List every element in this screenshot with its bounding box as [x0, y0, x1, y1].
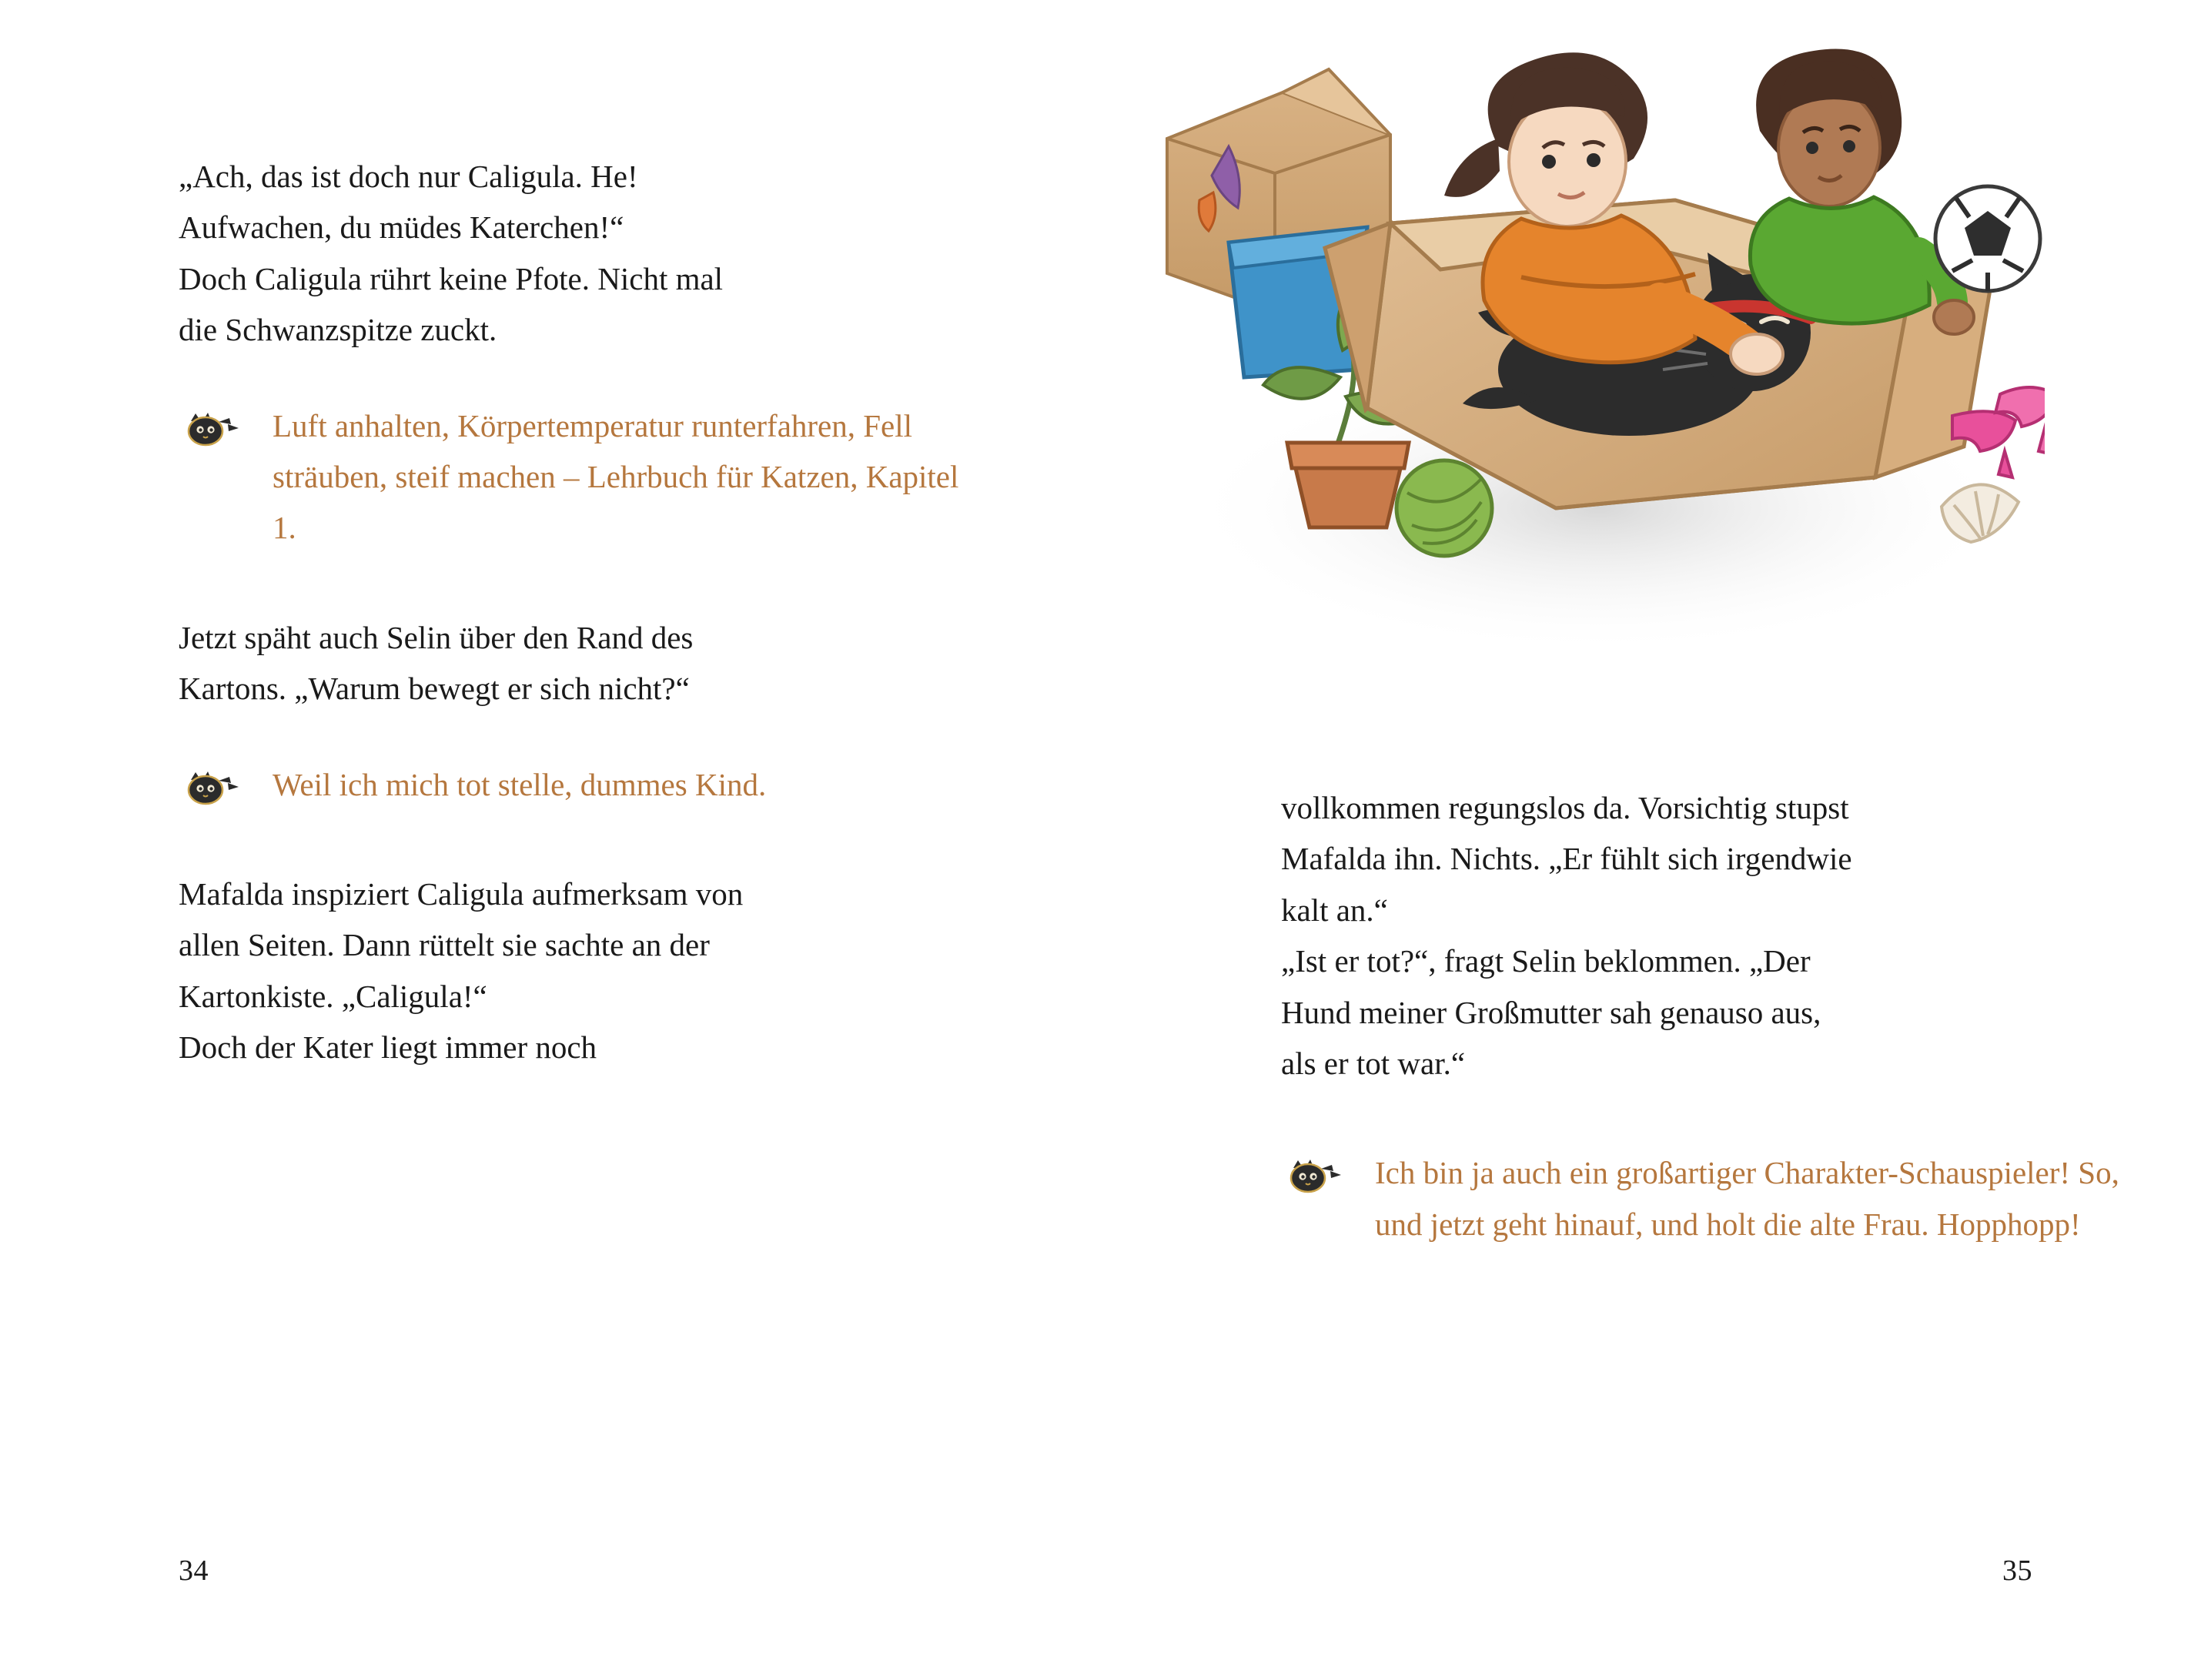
- cat-thought-paragraph: [1281, 1147, 2128, 1250]
- text-line: „Ach, das ist doch nur Caligula. He!: [179, 159, 638, 194]
- page-number-right: 35: [2002, 1555, 2032, 1587]
- illustration-two-girls-cat-in-box: [1136, 46, 2045, 662]
- text-line: Hopphopp!: [1936, 1206, 2081, 1242]
- text-line: als er tot war.“: [1281, 1046, 1466, 1082]
- text-line: Aufwachen, du müdes Katerchen!“: [179, 209, 624, 246]
- cat-head-icon: [185, 411, 242, 448]
- text-line: allen Seiten. Dann rüttelt sie sachte an der: [179, 927, 710, 963]
- text-line: Kartons. „Warum bewegt er sich nicht?“: [179, 671, 690, 707]
- green-yarn-ball: [1397, 460, 1492, 556]
- page-number-left: 34: [179, 1555, 209, 1587]
- text-line: Doch Caligula rührt keine Pfote. Nicht mal: [179, 260, 724, 296]
- paragraph: [179, 868, 972, 1073]
- cat-head-icon: [185, 770, 242, 807]
- left-page-text-column: [179, 151, 972, 1073]
- cat-thought-paragraph: [179, 759, 972, 810]
- text-line: Weil ich mich tot stelle, dummes Kind.: [273, 766, 767, 802]
- paragraph: [179, 151, 972, 356]
- text-line: Hund meiner Großmutter sah genauso aus,: [1281, 994, 1821, 1030]
- text-line: Kartonkiste. „Caligula!“: [179, 978, 487, 1014]
- soccer-ball: [1935, 186, 2040, 291]
- text-line: Luft anhalten, Körpertemperatur: [273, 407, 684, 443]
- paragraph: [1281, 782, 2128, 1089]
- cat-thought-paragraph: [179, 400, 972, 554]
- girl-with-curly-hair-green-sweater: [1750, 49, 1974, 334]
- right-page: [1106, 0, 2211, 1680]
- paragraph: [179, 612, 972, 715]
- text-line: machen – Lehrbuch für Katzen,: [457, 459, 858, 495]
- text-line: runterfahren, Fell sträuben, steif: [273, 407, 913, 495]
- right-page-text-column: [1281, 782, 2128, 1294]
- text-line: Mafalda inspiziert Caligula aufmerksam von: [179, 876, 744, 912]
- text-line: Kapitel 1.: [273, 459, 959, 546]
- text-line: geht hinauf, und holt die alte Frau.: [1492, 1206, 1929, 1242]
- text-line: Mafalda ihn. Nichts. „Er fühlt sich irgendwie: [1281, 841, 1852, 877]
- text-line: Ich bin ja auch ein großartiger: [1375, 1155, 1757, 1191]
- text-line: die Schwanzspitze zuckt.: [179, 312, 497, 348]
- cat-head-icon: [1287, 1158, 1344, 1195]
- text-line: „Ist er tot?“, fragt Selin beklommen. „Der: [1281, 943, 1811, 979]
- text-line: Charakter-Schauspieler! So, und jetzt: [1375, 1155, 2119, 1242]
- text-line: Doch der Kater liegt immer noch: [179, 1029, 597, 1066]
- text-line: kalt an.“: [1281, 892, 1388, 928]
- text-line: vollkommen regungslos da. Vorsichtig stupst: [1281, 790, 1849, 825]
- text-line: Jetzt späht auch Selin über den Rand des: [179, 619, 694, 655]
